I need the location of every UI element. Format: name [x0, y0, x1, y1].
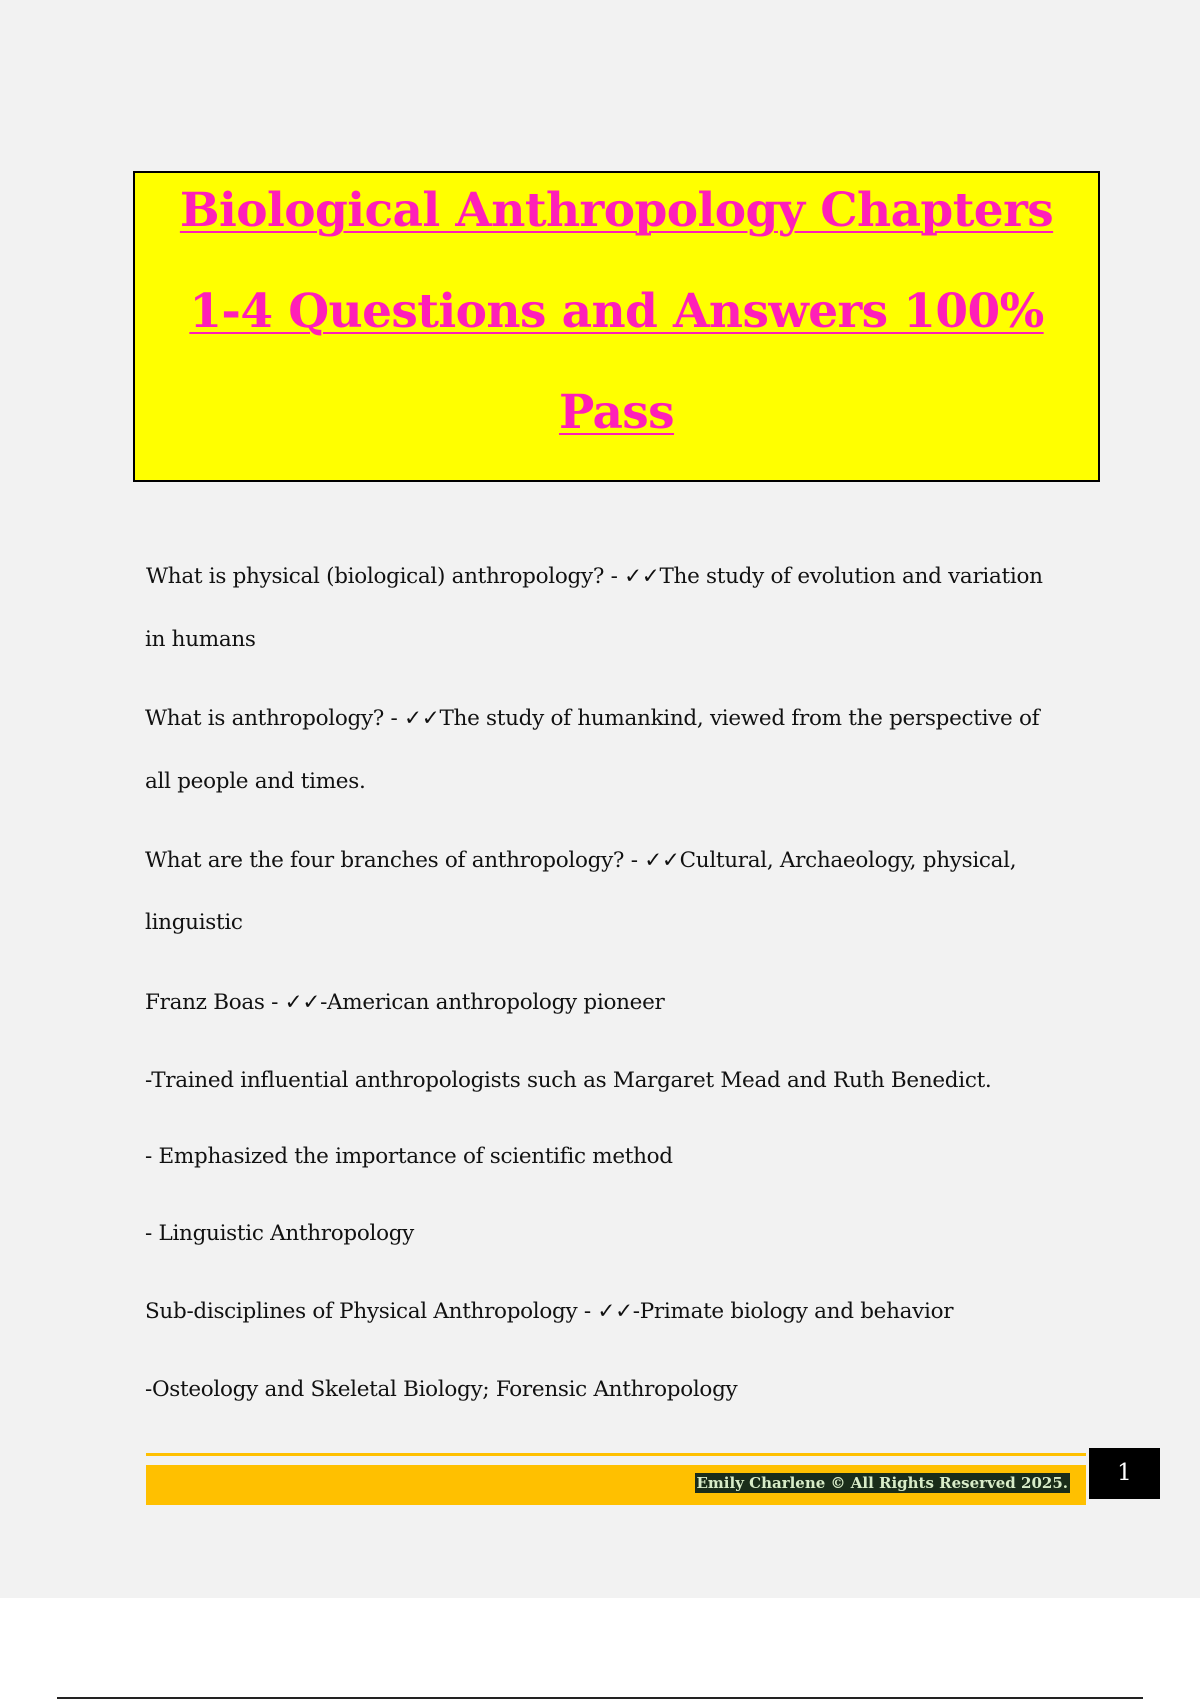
- footer-divider: [146, 1453, 1086, 1456]
- paragraph-line: Franz Boas - ✓✓-American anthropology pioneer: [145, 990, 665, 1015]
- paragraph-line: What are the four branches of anthropology? - ✓✓Cultural, Archaeology, physical,: [145, 848, 1017, 873]
- paragraph-line: -Osteology and Skeletal Biology; Forensic Anthropology: [145, 1377, 738, 1402]
- page-separator: [57, 1697, 1143, 1699]
- copyright-notice: Emily Charlene © All Rights Reserved 2025.: [696, 1474, 1068, 1492]
- title-line-3: Pass: [558, 385, 675, 440]
- paragraph-line: What is anthropology? - ✓✓The study of humankind, viewed from the perspective of: [145, 706, 1040, 731]
- paragraph-line: all people and times.: [145, 769, 366, 794]
- page-number: 1: [1089, 1448, 1160, 1499]
- paragraph-line: - Linguistic Anthropology: [145, 1221, 415, 1246]
- title-line-2: 1-4 Questions and Answers 100%: [189, 284, 1044, 339]
- paragraph-line: in humans: [145, 627, 256, 652]
- title-box: [133, 171, 1100, 482]
- paragraph-line: -Trained influential anthropologists such as Margaret Mead and Ruth Benedict.: [145, 1068, 992, 1093]
- paragraph-line: - Emphasized the importance of scientific method: [145, 1144, 673, 1169]
- footer-bar: [146, 1465, 1086, 1505]
- paragraph-line: What is physical (biological) anthropology? - ✓✓The study of evolution and variation: [146, 564, 1043, 589]
- paragraph-line: linguistic: [145, 910, 243, 935]
- paragraph-line: Sub-disciplines of Physical Anthropology - ✓✓-Primate biology and behavior: [145, 1299, 954, 1324]
- title-line-1: Biological Anthropology Chapters: [179, 183, 1054, 238]
